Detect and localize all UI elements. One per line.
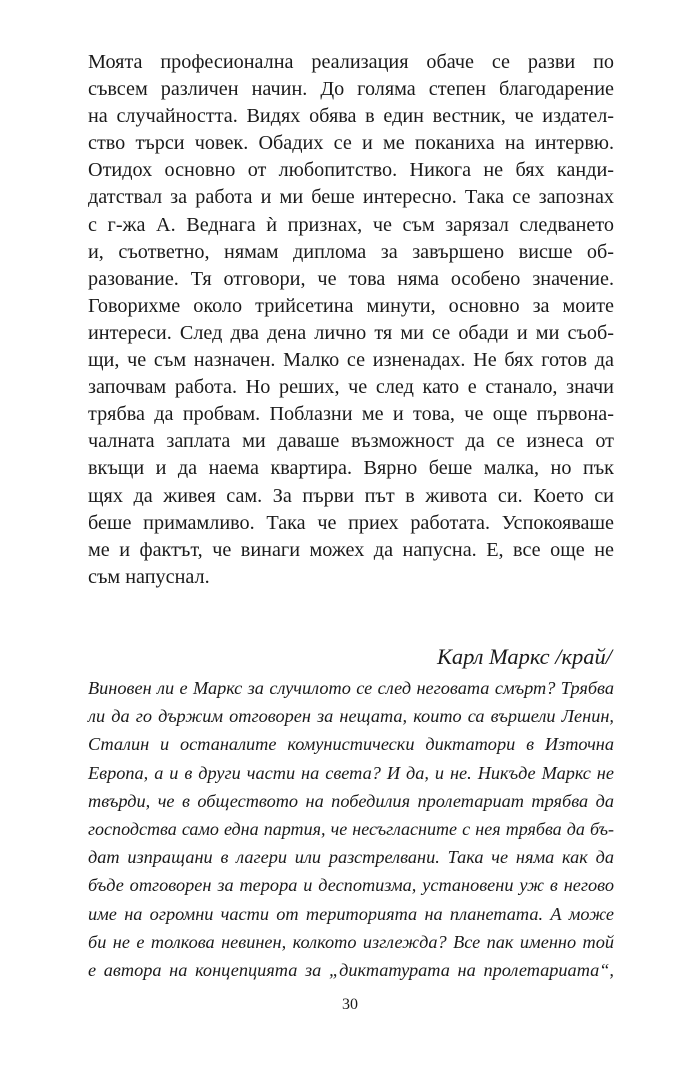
paragraph-line: и, съответно, нямам диплома за завършено висше об- (88, 240, 614, 263)
italic-line: твърди, че в обществото на победилия пролетариат трябва да (88, 790, 614, 811)
paragraph-line: датствал за работа и ми беше интересно. Така се запознах (88, 186, 614, 209)
paragraph-line: съм напуснал. (88, 565, 210, 588)
italic-line: е автора на концепцията за „диктатурата на пролетариата“, (88, 959, 614, 980)
paragraph-line: беше примамливо. Така че приех работата. Успокояваше (88, 511, 614, 534)
paragraph-line: Говорихме около трийсетина минути, основно за моите (88, 294, 614, 317)
italic-line: бъде отговорен за терора и деспотизма, установени уж в негово (88, 875, 614, 896)
paragraph-line: чалната заплата ми даваше възможност да се изнеса от (88, 430, 614, 453)
paragraph-line: на случайността. Видях обява в един вестник, че издател- (88, 105, 614, 128)
italic-line: Европа, а и в други части на света? И да, и не. Никъде Маркс не (88, 762, 614, 783)
paragraph-line: щях да живея сам. За първи път в живота си. Което си (88, 484, 614, 507)
italic-line: Виновен ли е Маркс за случилото се след неговата смърт? Трябва (88, 678, 614, 698)
italic-paragraph (88, 674, 614, 984)
italic-line: име на огромни части от територията на планетата. А може (88, 903, 614, 924)
paragraph-line: започвам работа. Но реших, че след като е станало, значи (88, 376, 614, 399)
page-number: 30 (342, 996, 358, 1013)
section-heading: Карл Маркс /край/ (436, 644, 612, 669)
italic-line: Сталин и останалите комунистически диктатори в Източна (88, 734, 614, 755)
paragraph-line: ме и фактът, че винаги можех да напусна. Е, все още не (88, 538, 614, 561)
paragraph-line: разование. Тя отговори, че това няма особено значение. (88, 267, 614, 290)
italic-line: дат изпращани в лагери или разстрелвани. Така че няма как да (88, 847, 614, 868)
paragraph-line: Моята професионална реализация обаче се разви по (88, 51, 614, 73)
paragraph-line: вкъщи и да наема квартира. Вярно беше малка, но пък (88, 457, 614, 480)
paragraph-line: ство търси човек. Обадих се и ме поканиха на интервю. (88, 132, 614, 155)
paragraph-line: Отидох основно от любопитство. Никога не бях канди- (88, 159, 614, 182)
italic-line: би не е толкова невинен, колкото изглежда? Все пак именно той (88, 931, 614, 952)
main-paragraph (88, 49, 614, 591)
paragraph-line: съвсем различен начин. До голяма степен благодарение (88, 78, 614, 101)
italic-line: ли да го държим отговорен за нещата, които са вършели Ленин, (88, 706, 614, 727)
paragraph-line: трябва да пробвам. Поблазни ме и това, че още първона- (88, 403, 614, 426)
paragraph-line: щи, че съм назначен. Малко се изненадах. Не бях готов да (88, 349, 614, 372)
paragraph-line: с г-жа А. Веднага ѝ признах, че съм зарязал следването (88, 213, 614, 236)
italic-line: господства само една партия, че несъгласните с нея трябва да бъ- (88, 818, 614, 839)
paragraph-line: интереси. След два дена лично тя ми се обади и ми съоб- (88, 321, 614, 344)
